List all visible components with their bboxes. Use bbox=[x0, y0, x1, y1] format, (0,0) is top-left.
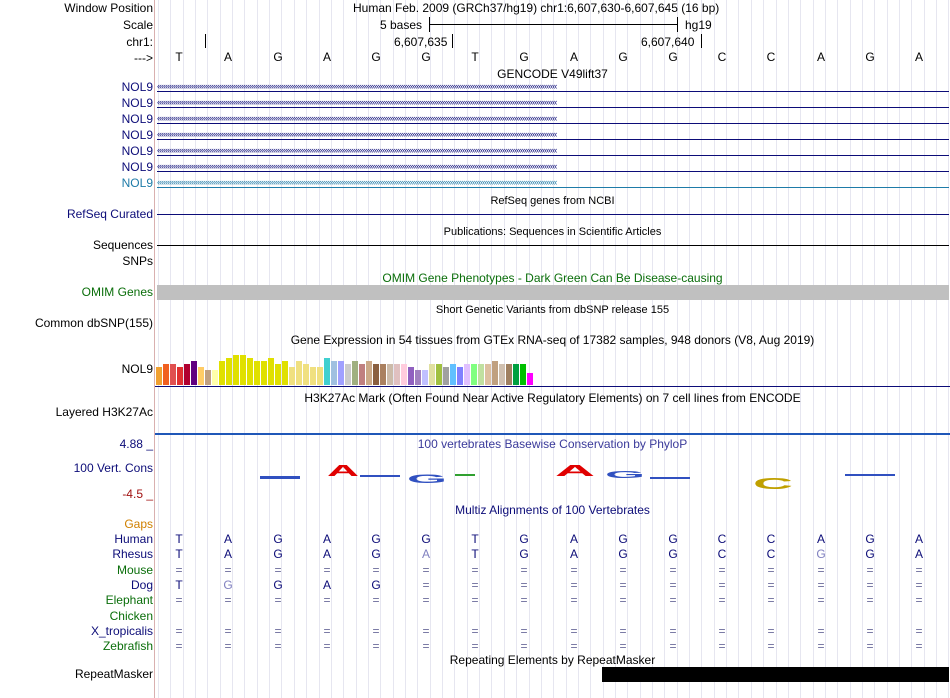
multiz-base: A bbox=[322, 547, 331, 562]
multiz-base: = bbox=[471, 639, 479, 654]
gtex-tissue-bar[interactable] bbox=[338, 361, 344, 385]
multiz-base: = bbox=[767, 593, 775, 608]
multiz-base: A bbox=[223, 532, 232, 546]
multiz-base: T bbox=[471, 532, 479, 546]
gtex-tissue-bar[interactable] bbox=[275, 364, 281, 385]
multiz-base: = bbox=[619, 593, 627, 608]
sequence-base: A bbox=[322, 50, 331, 64]
multiz-base: = bbox=[767, 577, 775, 592]
gencode-gene-label[interactable]: NOL9 bbox=[121, 96, 153, 110]
multiz-base: G bbox=[618, 547, 628, 562]
multiz-species-label[interactable]: Zebrafish bbox=[102, 639, 153, 654]
scale-bar-right-tick bbox=[677, 17, 678, 32]
multiz-base: = bbox=[422, 623, 430, 638]
gencode-gene-feature[interactable]: ‹‹‹‹‹‹‹‹‹‹‹‹‹‹‹‹‹‹‹‹‹‹‹‹‹‹‹‹‹‹‹‹‹‹‹‹‹‹‹‹‹‹‹‹‹‹‹‹‹‹‹‹‹‹‹‹‹‹‹‹‹‹‹‹‹‹‹‹‹‹‹‹‹‹‹‹‹‹‹‹‹‹‹‹‹‹‹‹‹‹‹‹‹‹‹‹‹‹‹‹‹‹‹‹‹‹‹‹‹‹‹‹‹‹‹‹‹‹‹‹‹‹‹‹‹‹‹‹‹‹‹‹‹‹‹‹‹‹‹‹‹‹‹‹‹‹‹‹‹‹‹‹‹‹‹‹‹‹‹‹‹‹‹‹‹‹‹‹‹‹‹‹‹‹‹‹‹‹‹‹‹‹‹‹‹‹‹‹‹‹‹‹‹‹‹‹‹‹‹‹ bbox=[157, 146, 949, 156]
gencode-gene-label[interactable]: NOL9 bbox=[121, 160, 153, 174]
gtex-tissue-bar[interactable] bbox=[499, 364, 505, 385]
gtex-tissue-bar[interactable] bbox=[324, 358, 330, 385]
omim-title: OMIM Gene Phenotypes - Dark Green Can Be Disease-causing bbox=[382, 271, 723, 285]
multiz-base: = bbox=[274, 593, 282, 608]
multiz-base: = bbox=[570, 562, 578, 577]
phylop-letter-a: A bbox=[327, 463, 361, 480]
ruler-tick bbox=[205, 34, 206, 48]
phylop-logo bbox=[155, 455, 950, 495]
multiz-species-label[interactable]: Elephant bbox=[105, 593, 153, 608]
multiz-base: = bbox=[619, 577, 627, 592]
phylop-mark bbox=[845, 474, 895, 476]
gtex-tissue-bar[interactable] bbox=[457, 367, 463, 385]
phylop-mark bbox=[650, 477, 690, 479]
multiz-base: = bbox=[422, 562, 430, 577]
gtex-tissue-bar[interactable] bbox=[233, 355, 239, 385]
multiz-base: = bbox=[372, 593, 380, 608]
scale-bar bbox=[429, 24, 678, 25]
multiz-base: T bbox=[175, 577, 183, 592]
multiz-base: G bbox=[668, 532, 678, 546]
gtex-tissue-bar[interactable] bbox=[226, 358, 232, 385]
multiz-species-label[interactable]: Rhesus bbox=[112, 547, 153, 562]
gtex-tissue-bar[interactable] bbox=[492, 361, 498, 385]
repeatmasker-title: Repeating Elements by RepeatMasker bbox=[449, 653, 656, 667]
gtex-tissue-bar[interactable] bbox=[212, 370, 218, 385]
gtex-tissue-bar[interactable] bbox=[513, 364, 519, 385]
multiz-base: G bbox=[421, 532, 431, 546]
gtex-tissue-bar[interactable] bbox=[464, 364, 470, 385]
gtex-tissue-bar[interactable] bbox=[310, 367, 316, 385]
multiz-base: A bbox=[223, 547, 232, 562]
assembly-position-text: Human Feb. 2009 (GRCh37/hg19) chr1:6,607,630-6,607,645 (16 bp) bbox=[353, 1, 720, 15]
multiz-base: A bbox=[322, 577, 331, 592]
gtex-label[interactable]: NOL9 bbox=[121, 362, 153, 376]
gtex-tissue-bar[interactable] bbox=[485, 364, 491, 385]
phylop-letter-c: C bbox=[753, 476, 795, 493]
gtex-tissue-bar[interactable] bbox=[373, 364, 379, 385]
gtex-tissue-bar[interactable] bbox=[401, 364, 407, 385]
scale-label: Scale bbox=[122, 18, 153, 32]
repeatmasker-bar bbox=[602, 667, 949, 682]
multiz-base: G bbox=[865, 547, 875, 562]
gencode-gene-label[interactable]: NOL9 bbox=[121, 80, 153, 94]
multiz-base: = bbox=[471, 623, 479, 638]
gtex-tissue-bar[interactable] bbox=[184, 364, 190, 385]
sequence-base: T bbox=[175, 50, 183, 64]
multiz-base: = bbox=[718, 623, 726, 638]
sequence-base: A bbox=[914, 50, 923, 64]
gencode-gene-label[interactable]: NOL9 bbox=[121, 144, 153, 158]
gtex-tissue-bar[interactable] bbox=[261, 361, 267, 385]
multiz-base: A bbox=[914, 532, 923, 546]
multiz-base: = bbox=[570, 623, 578, 638]
gaps-label: Gaps bbox=[124, 517, 153, 531]
sequence-base: C bbox=[717, 50, 727, 64]
gtex-tissue-bar[interactable] bbox=[429, 364, 435, 385]
gencode-gene-feature[interactable]: ‹‹‹‹‹‹‹‹‹‹‹‹‹‹‹‹‹‹‹‹‹‹‹‹‹‹‹‹‹‹‹‹‹‹‹‹‹‹‹‹‹‹‹‹‹‹‹‹‹‹‹‹‹‹‹‹‹‹‹‹‹‹‹‹‹‹‹‹‹‹‹‹‹‹‹‹‹‹‹‹‹‹‹‹‹‹‹‹‹‹‹‹‹‹‹‹‹‹‹‹‹‹‹‹‹‹‹‹‹‹‹‹‹‹‹‹‹‹‹‹‹‹‹‹‹‹‹‹‹‹‹‹‹‹‹‹‹‹‹‹‹‹‹‹‹‹‹‹‹‹‹‹‹‹‹‹‹‹‹‹‹‹‹‹‹‹‹‹‹‹‹‹‹‹‹‹‹‹‹‹‹‹‹‹‹‹‹‹‹‹‹‹‹‹‹‹‹‹‹‹ bbox=[157, 162, 949, 172]
sequence-base: G bbox=[371, 50, 381, 64]
multiz-base: G bbox=[816, 547, 826, 562]
dbsnp-label[interactable]: Common dbSNP(155) bbox=[34, 316, 153, 330]
gtex-tissue-bar[interactable] bbox=[170, 364, 176, 385]
omim-label[interactable]: OMIM Genes bbox=[81, 285, 153, 299]
ruler-tick bbox=[701, 34, 702, 48]
multiz-base: = bbox=[669, 593, 677, 608]
publications-label[interactable]: Sequences bbox=[92, 238, 153, 252]
multiz-base: = bbox=[422, 639, 430, 654]
phylop-letter-g: G bbox=[605, 470, 647, 481]
gtex-tissue-bar[interactable] bbox=[527, 373, 533, 385]
refseq-label[interactable]: RefSeq Curated bbox=[66, 207, 153, 221]
sequence-base: A bbox=[569, 50, 578, 64]
gtex-tissue-bar[interactable] bbox=[254, 361, 260, 385]
multiz-base: = bbox=[866, 562, 874, 577]
gtex-tissue-bar[interactable] bbox=[436, 364, 442, 385]
gtex-tissue-bar[interactable] bbox=[478, 364, 484, 385]
sequence-base: C bbox=[766, 50, 776, 64]
gencode-gene-feature[interactable]: ‹‹‹‹‹‹‹‹‹‹‹‹‹‹‹‹‹‹‹‹‹‹‹‹‹‹‹‹‹‹‹‹‹‹‹‹‹‹‹‹‹‹‹‹‹‹‹‹‹‹‹‹‹‹‹‹‹‹‹‹‹‹‹‹‹‹‹‹‹‹‹‹‹‹‹‹‹‹‹‹‹‹‹‹‹‹‹‹‹‹‹‹‹‹‹‹‹‹‹‹‹‹‹‹‹‹‹‹‹‹‹‹‹‹‹‹‹‹‹‹‹‹‹‹‹‹‹‹‹‹‹‹‹‹‹‹‹‹‹‹‹‹‹‹‹‹‹‹‹‹‹‹‹‹‹‹‹‹‹‹‹‹‹‹‹‹‹‹‹‹‹‹‹‹‹‹‹‹‹‹‹‹‹‹‹‹‹‹‹‹‹‹‹‹‹‹‹‹‹‹ bbox=[157, 114, 949, 124]
multiz-base: = bbox=[422, 577, 430, 592]
gencode-gene-feature[interactable]: ‹‹‹‹‹‹‹‹‹‹‹‹‹‹‹‹‹‹‹‹‹‹‹‹‹‹‹‹‹‹‹‹‹‹‹‹‹‹‹‹‹‹‹‹‹‹‹‹‹‹‹‹‹‹‹‹‹‹‹‹‹‹‹‹‹‹‹‹‹‹‹‹‹‹‹‹‹‹‹‹‹‹‹‹‹‹‹‹‹‹‹‹‹‹‹‹‹‹‹‹‹‹‹‹‹‹‹‹‹‹‹‹‹‹‹‹‹‹‹‹‹‹‹‹‹‹‹‹‹‹‹‹‹‹‹‹‹‹‹‹‹‹‹‹‹‹‹‹‹‹‹‹‹‹‹‹‹‹‹‹‹‹‹‹‹‹‹‹‹‹‹‹‹‹‹‹‹‹‹‹‹‹‹‹‹‹‹‹‹‹‹‹‹‹‹‹‹‹‹‹ bbox=[157, 130, 949, 140]
gtex-tissue-bar[interactable] bbox=[443, 367, 449, 385]
sequence-base: G bbox=[618, 50, 628, 64]
multiz-base: G bbox=[668, 547, 678, 562]
multiz-base: A bbox=[914, 547, 923, 562]
dbsnp-title: Short Genetic Variants from dbSNP release 155 bbox=[435, 304, 670, 316]
refseq-title: RefSeq genes from NCBI bbox=[490, 195, 615, 207]
phylop-title: 100 vertebrates Basewise Conservation by PhyloP bbox=[417, 437, 688, 451]
multiz-species-label[interactable]: X_tropicalis bbox=[90, 623, 153, 638]
multiz-base: = bbox=[915, 593, 923, 608]
multiz-base: = bbox=[520, 623, 528, 638]
gtex-tissue-bar[interactable] bbox=[471, 364, 477, 385]
gtex-tissue-bar[interactable] bbox=[156, 367, 162, 385]
multiz-base: A bbox=[322, 532, 331, 546]
multiz-base: = bbox=[817, 593, 825, 608]
multiz-base: = bbox=[224, 593, 232, 608]
multiz-base: G bbox=[519, 547, 529, 562]
multiz-species-label[interactable]: Human bbox=[114, 532, 153, 546]
gencode-gene-feature[interactable]: ‹‹‹‹‹‹‹‹‹‹‹‹‹‹‹‹‹‹‹‹‹‹‹‹‹‹‹‹‹‹‹‹‹‹‹‹‹‹‹‹‹‹‹‹‹‹‹‹‹‹‹‹‹‹‹‹‹‹‹‹‹‹‹‹‹‹‹‹‹‹‹‹‹‹‹‹‹‹‹‹‹‹‹‹‹‹‹‹‹‹‹‹‹‹‹‹‹‹‹‹‹‹‹‹‹‹‹‹‹‹‹‹‹‹‹‹‹‹‹‹‹‹‹‹‹‹‹‹‹‹‹‹‹‹‹‹‹‹‹‹‹‹‹‹‹‹‹‹‹‹‹‹‹‹‹‹‹‹‹‹‹‹‹‹‹‹‹‹‹‹‹‹‹‹‹‹‹‹‹‹‹‹‹‹‹‹‹‹‹‹‹‹‹‹‹‹‹‹‹‹ bbox=[157, 82, 949, 92]
scale-text: 5 bases bbox=[380, 18, 423, 32]
gencode-gene-label[interactable]: NOL9 bbox=[121, 112, 153, 126]
multiz-base: G bbox=[371, 577, 381, 592]
multiz-base: = bbox=[570, 577, 578, 592]
multiz-base: T bbox=[175, 547, 183, 562]
multiz-base: T bbox=[471, 547, 479, 562]
multiz-base: = bbox=[570, 593, 578, 608]
strand-label: ---> bbox=[134, 51, 153, 65]
multiz-base: = bbox=[669, 562, 677, 577]
multiz-base: G bbox=[273, 577, 283, 592]
sequence-base: T bbox=[471, 50, 479, 64]
multiz-base: A bbox=[816, 532, 825, 546]
multiz-base: = bbox=[767, 639, 775, 654]
multiz-base: = bbox=[669, 623, 677, 638]
phylop-min: -4.5 _ bbox=[122, 487, 153, 501]
sequence-base: G bbox=[668, 50, 678, 64]
multiz-base: = bbox=[323, 562, 331, 577]
multiz-base: = bbox=[274, 639, 282, 654]
multiz-base: = bbox=[422, 593, 430, 608]
gtex-tissue-bar[interactable] bbox=[345, 364, 351, 385]
multiz-base: G bbox=[865, 532, 875, 546]
gtex-title: Gene Expression in 54 tissues from GTEx RNA-seq of 17382 samples, 948 donors (V8, Aug 2019) bbox=[290, 333, 815, 347]
multiz-base: A bbox=[569, 532, 578, 546]
ruler-pos1: 6,607,635 bbox=[394, 35, 448, 49]
scale-db: hg19 bbox=[685, 18, 712, 32]
multiz-base: = bbox=[718, 639, 726, 654]
multiz-base: G bbox=[273, 547, 283, 562]
gtex-tissue-bar[interactable] bbox=[387, 364, 393, 385]
gtex-tissue-bar[interactable] bbox=[359, 364, 365, 385]
publications-title: Publications: Sequences in Scientific Articles bbox=[443, 226, 662, 238]
gtex-tissue-bar[interactable] bbox=[198, 367, 204, 385]
multiz-base: = bbox=[619, 623, 627, 638]
gtex-tissue-bar[interactable] bbox=[247, 358, 253, 385]
gtex-tissue-bar[interactable] bbox=[177, 367, 183, 385]
scale-bar-left-tick bbox=[429, 17, 430, 32]
multiz-base: = bbox=[915, 639, 923, 654]
multiz-base: = bbox=[520, 639, 528, 654]
gtex-tissue-bar[interactable] bbox=[450, 364, 456, 385]
gtex-tissue-bar[interactable] bbox=[394, 364, 400, 385]
multiz-base: = bbox=[224, 639, 232, 654]
sequence-base: G bbox=[519, 50, 529, 64]
multiz-base: = bbox=[520, 562, 528, 577]
sequence-base: G bbox=[865, 50, 875, 64]
sequence-base: A bbox=[223, 50, 232, 64]
gtex-tissue-bar[interactable] bbox=[240, 355, 246, 385]
multiz-base: = bbox=[817, 623, 825, 638]
multiz-species-label[interactable]: Chicken bbox=[109, 608, 153, 623]
multiz-base: = bbox=[372, 623, 380, 638]
sequence-base: G bbox=[273, 50, 283, 64]
gtex-tissue-bar[interactable] bbox=[191, 361, 197, 385]
gencode-gene-feature[interactable]: ‹‹‹‹‹‹‹‹‹‹‹‹‹‹‹‹‹‹‹‹‹‹‹‹‹‹‹‹‹‹‹‹‹‹‹‹‹‹‹‹‹‹‹‹‹‹‹‹‹‹‹‹‹‹‹‹‹‹‹‹‹‹‹‹‹‹‹‹‹‹‹‹‹‹‹‹‹‹‹‹‹‹‹‹‹‹‹‹‹‹‹‹‹‹‹‹‹‹‹‹‹‹‹‹‹‹‹‹‹‹‹‹‹‹‹‹‹‹‹‹‹‹‹‹‹‹‹‹‹‹‹‹‹‹‹‹‹‹‹‹‹‹‹‹‹‹‹‹‹‹‹‹‹‹‹‹‹‹‹‹‹‹‹‹‹‹‹‹‹‹‹‹‹‹‹‹‹‹‹‹‹‹‹‹‹‹‹‹‹‹‹‹‹‹‹‹‹‹‹‹ bbox=[157, 178, 949, 188]
multiz-species-label[interactable]: Mouse bbox=[116, 562, 153, 577]
multiz-base: = bbox=[619, 639, 627, 654]
gtex-tissue-bar[interactable] bbox=[268, 358, 274, 385]
multiz-base: G bbox=[223, 577, 233, 592]
gtex-tissue-bar[interactable] bbox=[163, 364, 169, 385]
repeatmasker-label[interactable]: RepeatMasker bbox=[74, 667, 153, 681]
multiz-base: G bbox=[371, 547, 381, 562]
multiz-base: C bbox=[766, 532, 776, 546]
phylop-mark bbox=[455, 474, 475, 476]
phylop-mark bbox=[360, 475, 400, 477]
multiz-base: = bbox=[767, 562, 775, 577]
phylop-letter-g: G bbox=[407, 472, 447, 486]
phylop-label[interactable]: 100 Vert. Cons bbox=[73, 461, 153, 475]
chrom-label: chr1: bbox=[126, 35, 153, 49]
h3k27ac-baseline bbox=[155, 433, 950, 435]
multiz-base: = bbox=[767, 623, 775, 638]
multiz-base: = bbox=[718, 593, 726, 608]
gtex-tissue-bar[interactable] bbox=[303, 364, 309, 385]
multiz-base: = bbox=[619, 562, 627, 577]
gtex-tissue-bar[interactable] bbox=[422, 370, 428, 385]
gtex-tissue-bar[interactable] bbox=[282, 361, 288, 385]
multiz-title: Multiz Alignments of 100 Vertebrates bbox=[455, 503, 650, 517]
multiz-base: = bbox=[669, 639, 677, 654]
gtex-tissue-bar[interactable] bbox=[408, 367, 414, 385]
gtex-tissue-bar[interactable] bbox=[219, 361, 225, 385]
multiz-base: C bbox=[717, 532, 727, 546]
multiz-base: = bbox=[718, 577, 726, 592]
multiz-base: = bbox=[915, 562, 923, 577]
gtex-tissue-bar[interactable] bbox=[289, 367, 295, 385]
multiz-base: = bbox=[520, 593, 528, 608]
gencode-gene-label[interactable]: NOL9 bbox=[121, 128, 153, 142]
gtex-tissue-bar[interactable] bbox=[415, 370, 421, 385]
multiz-base: = bbox=[915, 623, 923, 638]
gencode-gene-feature[interactable]: ‹‹‹‹‹‹‹‹‹‹‹‹‹‹‹‹‹‹‹‹‹‹‹‹‹‹‹‹‹‹‹‹‹‹‹‹‹‹‹‹‹‹‹‹‹‹‹‹‹‹‹‹‹‹‹‹‹‹‹‹‹‹‹‹‹‹‹‹‹‹‹‹‹‹‹‹‹‹‹‹‹‹‹‹‹‹‹‹‹‹‹‹‹‹‹‹‹‹‹‹‹‹‹‹‹‹‹‹‹‹‹‹‹‹‹‹‹‹‹‹‹‹‹‹‹‹‹‹‹‹‹‹‹‹‹‹‹‹‹‹‹‹‹‹‹‹‹‹‹‹‹‹‹‹‹‹‹‹‹‹‹‹‹‹‹‹‹‹‹‹‹‹‹‹‹‹‹‹‹‹‹‹‹‹‹‹‹‹‹‹‹‹‹‹‹‹‹‹‹‹ bbox=[157, 98, 949, 108]
sequence-base: A bbox=[816, 50, 825, 64]
gtex-tissue-bar[interactable] bbox=[366, 361, 372, 385]
multiz-base: = bbox=[372, 562, 380, 577]
gtex-bar-chart bbox=[155, 348, 950, 388]
ruler-tick bbox=[452, 34, 453, 48]
multiz-base: G bbox=[618, 532, 628, 546]
snps-label[interactable]: SNPs bbox=[122, 254, 153, 268]
multiz-base: G bbox=[273, 532, 283, 546]
multiz-base: = bbox=[175, 639, 183, 654]
multiz-base: = bbox=[274, 562, 282, 577]
multiz-base: = bbox=[471, 593, 479, 608]
multiz-base: = bbox=[323, 593, 331, 608]
multiz-base: = bbox=[323, 623, 331, 638]
multiz-base: = bbox=[669, 577, 677, 592]
multiz-base: = bbox=[866, 577, 874, 592]
multiz-base: = bbox=[817, 577, 825, 592]
multiz-base: = bbox=[224, 623, 232, 638]
multiz-base: = bbox=[224, 562, 232, 577]
multiz-base: T bbox=[175, 532, 183, 546]
multiz-base: = bbox=[817, 562, 825, 577]
multiz-base: G bbox=[371, 532, 381, 546]
multiz-base: C bbox=[717, 547, 727, 562]
window-position-label: Window Position bbox=[64, 1, 153, 15]
multiz-base: = bbox=[570, 639, 578, 654]
h3k27ac-label[interactable]: Layered H3K27Ac bbox=[55, 405, 153, 419]
multiz-base: = bbox=[175, 623, 183, 638]
gtex-tissue-bar[interactable] bbox=[352, 361, 358, 385]
publications-line bbox=[157, 245, 949, 246]
multiz-base: A bbox=[421, 547, 430, 562]
h3k27ac-title: H3K27Ac Mark (Often Found Near Active Regulatory Elements) on 7 cell lines from ENCODE bbox=[304, 391, 801, 405]
multiz-base: = bbox=[718, 562, 726, 577]
multiz-base: = bbox=[274, 623, 282, 638]
gtex-tissue-bar[interactable] bbox=[506, 364, 512, 385]
multiz-base: A bbox=[569, 547, 578, 562]
gencode-title: GENCODE V49lift37 bbox=[497, 67, 608, 81]
phylop-max: 4.88 _ bbox=[119, 437, 153, 451]
refseq-line bbox=[157, 214, 949, 215]
gtex-tissue-bar[interactable] bbox=[331, 361, 337, 385]
ruler-pos2: 6,607,640 bbox=[641, 35, 695, 49]
multiz-base: = bbox=[866, 593, 874, 608]
omim-bar bbox=[157, 285, 949, 300]
multiz-base: = bbox=[323, 639, 331, 654]
multiz-base: C bbox=[766, 547, 776, 562]
phylop-letter-a: A bbox=[555, 463, 597, 480]
multiz-species-label[interactable]: Dog bbox=[130, 577, 153, 592]
multiz-base: = bbox=[915, 577, 923, 592]
gtex-tissue-bar[interactable] bbox=[296, 361, 302, 385]
multiz-base: = bbox=[866, 623, 874, 638]
multiz-base: = bbox=[866, 639, 874, 654]
phylop-mark bbox=[260, 476, 300, 479]
sequence-base: G bbox=[421, 50, 431, 64]
multiz-base: G bbox=[519, 532, 529, 546]
gtex-tissue-bar[interactable] bbox=[380, 364, 386, 385]
multiz-base: = bbox=[471, 577, 479, 592]
gencode-gene-label[interactable]: NOL9 bbox=[121, 176, 153, 190]
multiz-base: = bbox=[471, 562, 479, 577]
multiz-base: = bbox=[175, 593, 183, 608]
multiz-base: = bbox=[520, 577, 528, 592]
multiz-base: = bbox=[817, 639, 825, 654]
gtex-tissue-bar[interactable] bbox=[520, 364, 526, 385]
multiz-base: = bbox=[175, 562, 183, 577]
gtex-tissue-bar[interactable] bbox=[317, 367, 323, 385]
multiz-base: = bbox=[372, 639, 380, 654]
gtex-tissue-bar[interactable] bbox=[205, 370, 211, 385]
